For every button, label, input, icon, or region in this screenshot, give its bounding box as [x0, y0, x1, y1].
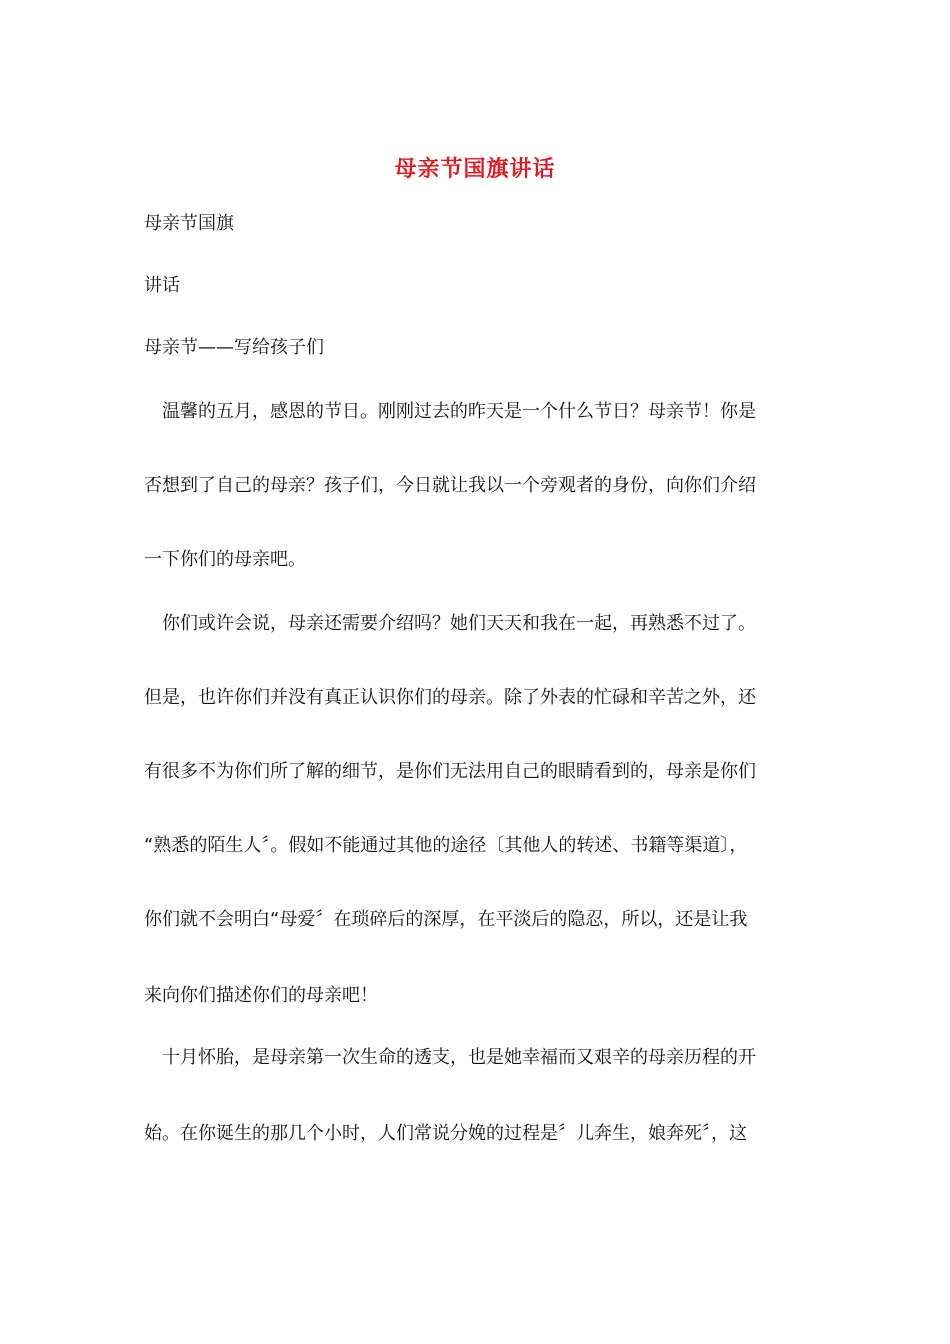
text-line: 母亲节国旗 — [144, 213, 234, 234]
text-line: 始。在你诞生的那几个小时，人们常说分娩的过程是〞儿奔生，娘奔死〞，这 — [144, 1123, 747, 1144]
text-line: 你们就不会明白“母爱〞在琐碎后的深厚，在平淡后的隐忍，所以，还是让我 — [144, 909, 748, 930]
text-line: 来向你们描述你们的母亲吧！ — [144, 985, 378, 1006]
text-line: 有很多不为你们所了解的细节，是你们无法用自己的眼睛看到的，母亲是你们 — [144, 761, 756, 782]
text-line: 但是，也许你们并没有真正认识你们的母亲。除了外表的忙碌和辛苦之外，还 — [144, 687, 756, 708]
text-line: 温馨的五月，感恩的节日。刚刚过去的昨天是一个什么节日？母亲节！你是 — [144, 401, 756, 422]
text-line: 讲话 — [144, 275, 180, 296]
text-line: 十月怀胎，是母亲第一次生命的透支，也是她幸福而又艰辛的母亲历程的开 — [144, 1047, 756, 1068]
text-line: 一下你们的母亲吧。 — [144, 549, 306, 570]
text-line: 否想到了自己的母亲？孩子们，今日就让我以一个旁观者的身份，向你们介绍 — [144, 475, 756, 496]
text-line: 你们或许会说，母亲还需要介绍吗？她们天天和我在一起，再熟悉不过了。 — [144, 613, 756, 634]
text-line: “熟悉的陌生人〞。假如不能通过其他的途径〔其他人的转述、书籍等渠道〕， — [144, 835, 748, 856]
text-line: 母亲节——写给孩子们 — [144, 337, 324, 358]
document-title: 母亲节国旗讲话 — [394, 156, 556, 182]
